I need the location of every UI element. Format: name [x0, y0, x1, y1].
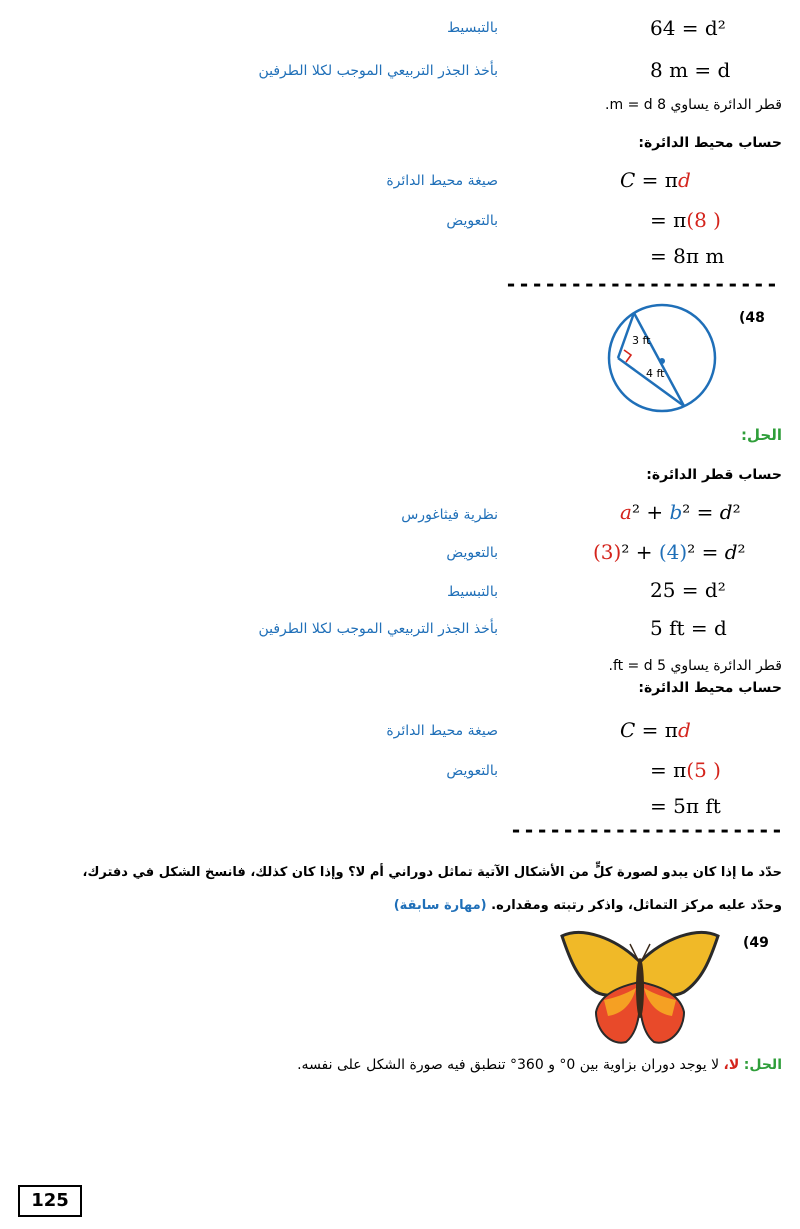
equation-5ft-d: 5 ft = d	[650, 616, 727, 640]
answer-label-49: الحل:	[743, 1057, 782, 1073]
diameter-conclusion-2: قطر الدائرة يساوي 5 ft = d.	[608, 658, 782, 674]
note-simplify: بالتبسيط	[447, 20, 498, 36]
formula-c-pi-d-2: C = πd	[620, 718, 691, 742]
solution-label-48: الحل:	[741, 426, 782, 444]
result-8pi-m: = 8π m	[650, 244, 725, 268]
instruction-line-2: وحدّد عليه مركز التماثل، واذكر رتبته ومقداره. (مهارة سابقة)	[393, 898, 782, 913]
note-substitution-48: بالتعويض	[446, 545, 498, 561]
substitution-pi-5: = π(5 )	[650, 758, 721, 782]
problem-number-49: (49	[743, 935, 769, 951]
diameter-conclusion-1: قطر الدائرة يساوي 8 m = d.	[605, 97, 782, 113]
page-number: 125	[18, 1185, 82, 1217]
problem-number-48: (48	[739, 310, 765, 326]
answer-no: لا،	[723, 1057, 740, 1073]
diameter-heading: حساب قطر الدائرة:	[646, 467, 782, 483]
answer-49	[297, 1057, 782, 1073]
label-3ft: 3 ft	[632, 334, 651, 347]
note-square-root: بأخذ الجذر التربيعي الموجب لكلا الطرفين	[258, 63, 498, 79]
circumference-heading-1: حساب محيط الدائرة:	[638, 135, 782, 151]
equation-pythagoras: a² + b² = d²	[620, 500, 741, 524]
equation-64-d2: 64 = d²	[650, 16, 726, 40]
result-5pi-ft: = 5π ft	[650, 794, 721, 818]
equation-substituted: (3)² + (4)² = d²	[593, 540, 746, 564]
equation-8m-d: 8 m = d	[650, 58, 731, 82]
note-simplify-48: بالتبسيط	[447, 584, 498, 600]
label-4ft: 4 ft	[646, 367, 665, 380]
butterfly-image	[556, 928, 724, 1050]
skill-badge: (مهارة سابقة)	[393, 898, 487, 913]
instruction-line-1: حدّد ما إذا كان يبدو لصورة كلٍّ من الأشكال الآتية تماثل دوراني أم لا؟ وإذا كان كذلك، فانسخ الشكل في دفترك،	[82, 865, 782, 880]
answer-text: لا يوجد دوران بزاوية بين 0° و 360° تنطبق فيه صورة الشكل على نفسه.	[297, 1057, 720, 1073]
note-formula-1: صيغة محيط الدائرة	[386, 173, 498, 189]
divider-1: ---------------------	[505, 272, 779, 296]
equation-25-d2: 25 = d²	[650, 578, 726, 602]
formula-c-pi-d-1: C = πd	[620, 168, 691, 192]
circle-figure-48	[604, 300, 720, 416]
note-formula-2: صيغة محيط الدائرة	[386, 723, 498, 739]
note-pythagoras: نظرية فيثاغورس	[401, 507, 498, 523]
substitution-pi-8: = π(8 )	[650, 208, 721, 232]
circumference-heading-2: حساب محيط الدائرة:	[638, 680, 782, 696]
note-square-root-48: بأخذ الجذر التربيعي الموجب لكلا الطرفين	[258, 621, 498, 637]
note-substitution-1: بالتعويض	[446, 213, 498, 229]
divider-2: ---------------------	[510, 818, 784, 842]
note-substitution-2: بالتعويض	[446, 763, 498, 779]
